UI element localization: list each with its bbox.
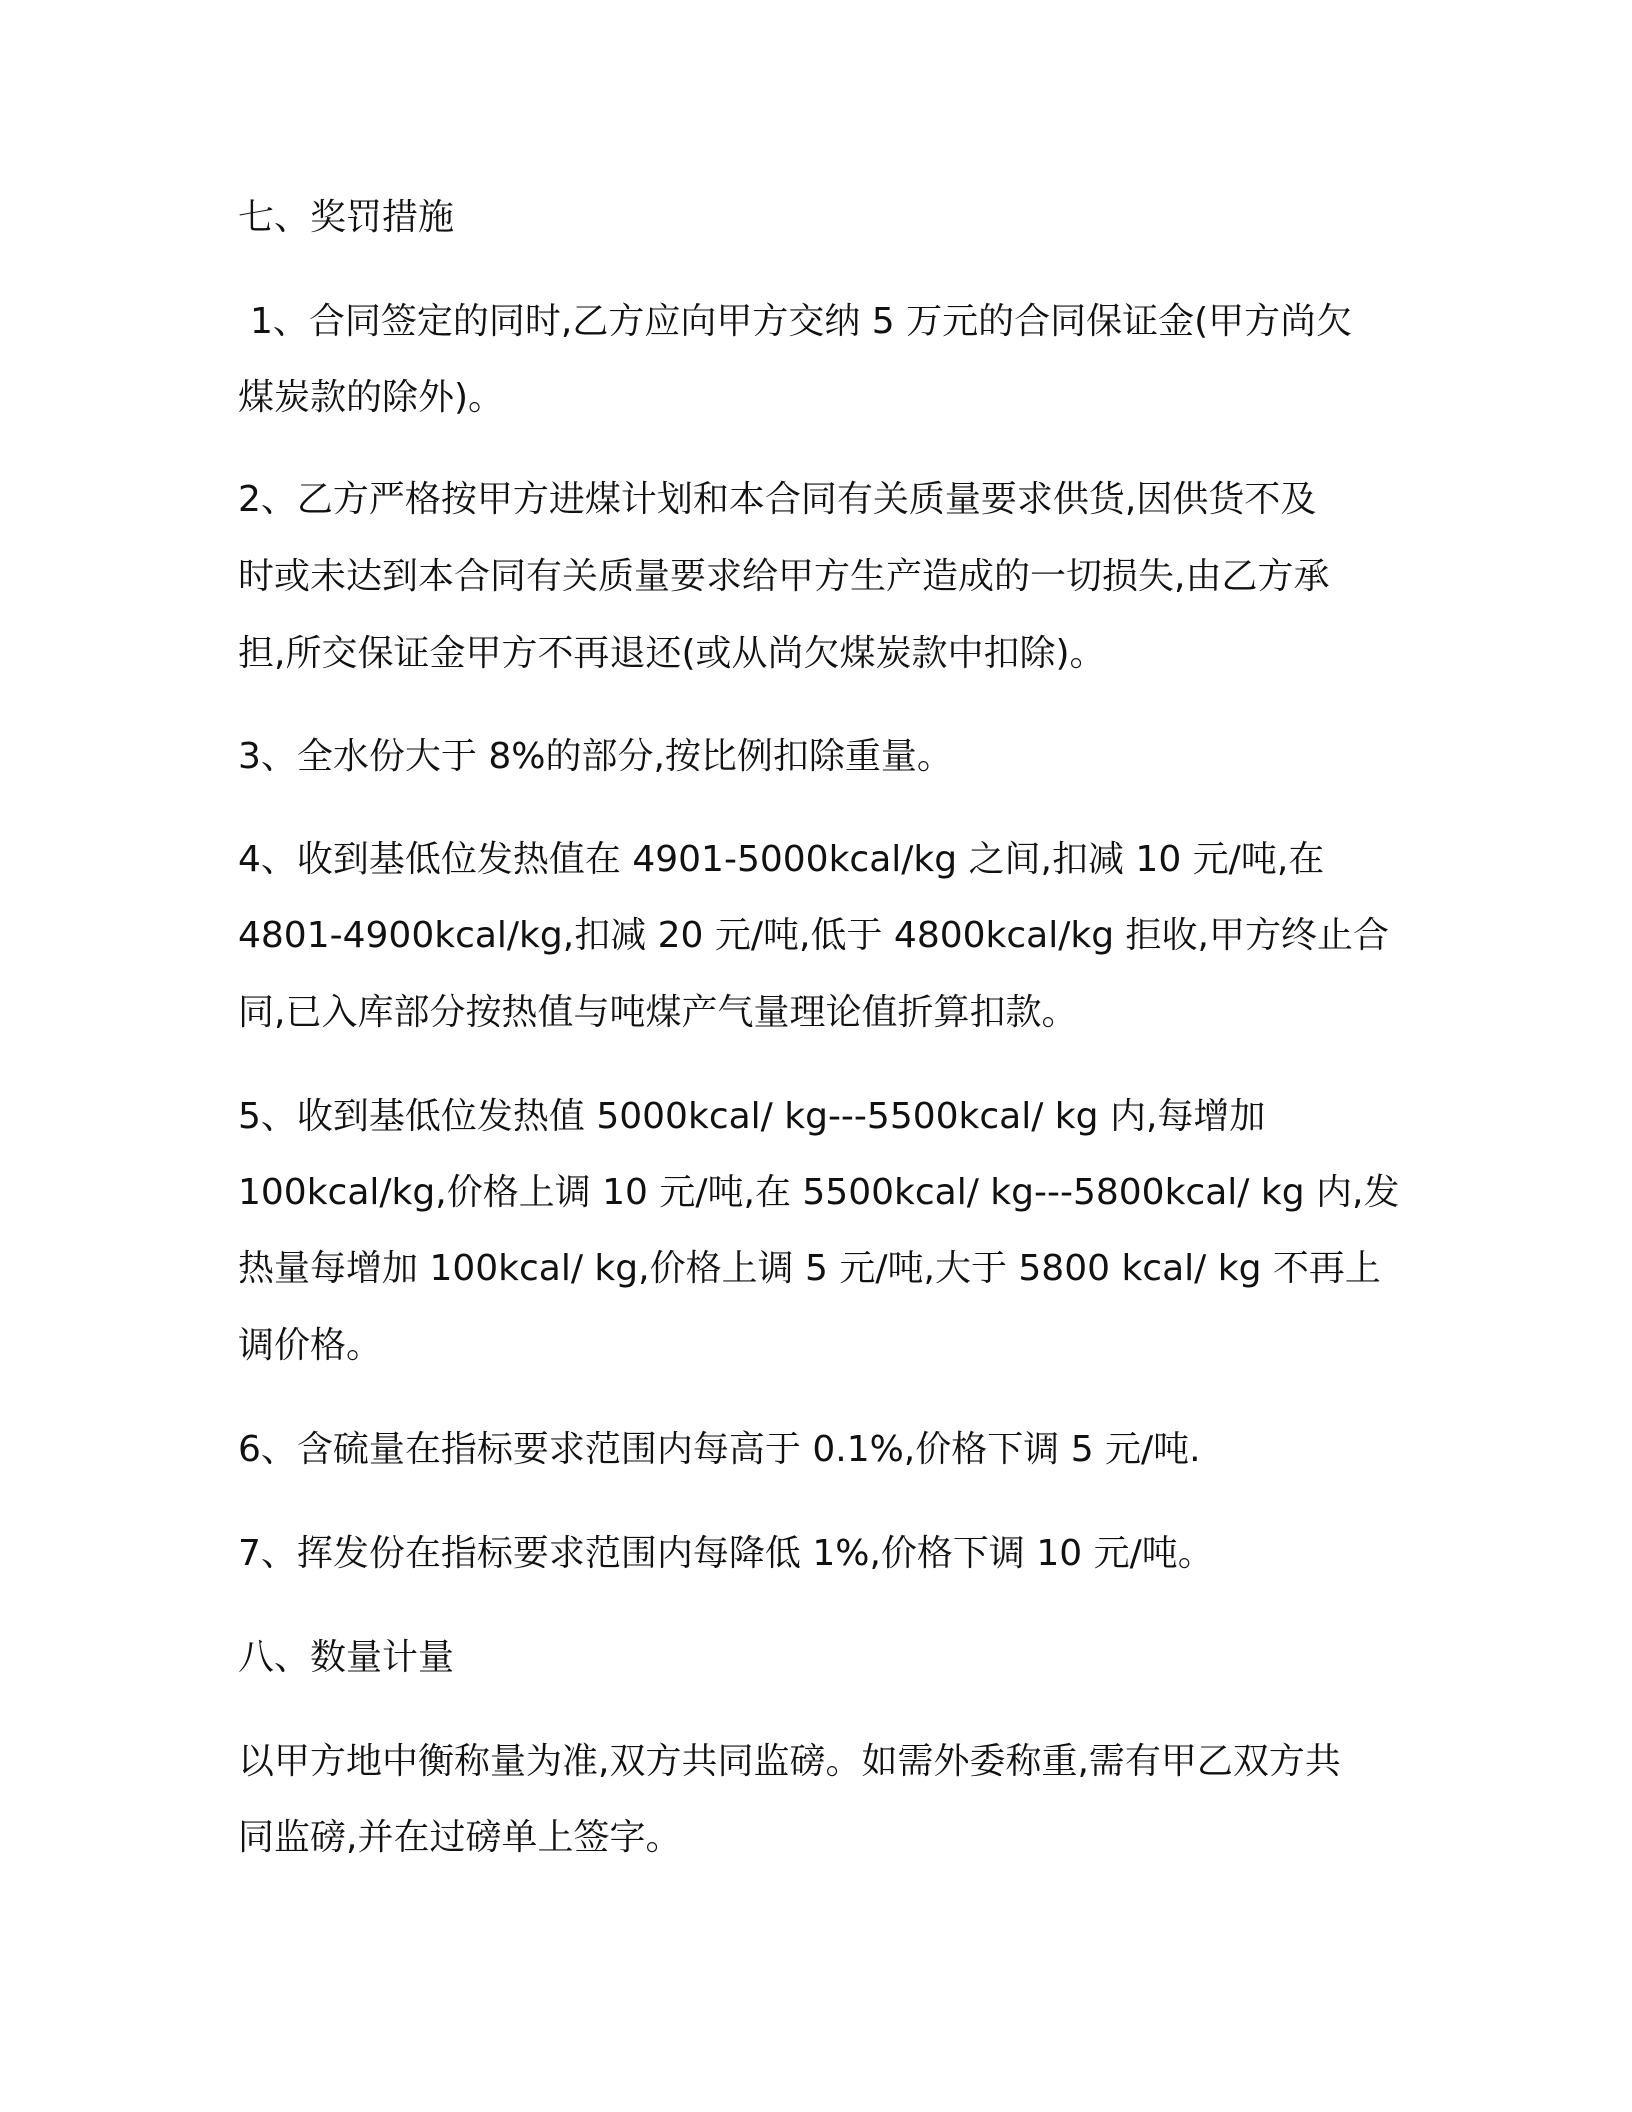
item-3-line-1: 3、全水份大于 8%的部分,按比例扣除重量。 (238, 736, 953, 777)
section-8-heading: 八、数量计量 (238, 1637, 455, 1678)
item-2-line-1: 2、乙方严格按甲方进煤计划和本合同有关质量要求供货,因供货不及 (238, 479, 1317, 520)
item-1-line-2: 煤炭款的除外)。 (238, 377, 505, 418)
item-2-line-3: 担,所交保证金甲方不再退还(或从尚欠煤炭款中扣除)。 (238, 633, 1106, 674)
item-1-line-1: 1、合同签定的同时,乙方应向甲方交纳 5 万元的合同保证金(甲方尚欠 (250, 301, 1353, 342)
item-5-line-4: 调价格。 (238, 1325, 383, 1366)
item-6-line-1: 6、含硫量在指标要求范围内每高于 0.1%,价格下调 5 元/吨. (238, 1429, 1201, 1470)
section-8-line-1: 以甲方地中衡称量为准,双方共同监磅。如需外委称重,需有甲乙双方共 (238, 1741, 1341, 1782)
item-5-line-1: 5、收到基低位发热值 5000kcal/ kg---5500kcal/ kg 内,每增加 (238, 1096, 1266, 1137)
item-7-line-1: 7、挥发份在指标要求范围内每降低 1%,价格下调 10 元/吨。 (238, 1533, 1214, 1574)
item-4-line-1: 4、收到基低位发热值在 4901-5000kcal/kg 之间,扣减 10 元/吨,在 (238, 839, 1325, 880)
item-4-line-3: 同,已入库部分按热值与吨煤产气量理论值折算扣款。 (238, 992, 1078, 1033)
item-5-line-3: 热量每增加 100kcal/ kg,价格上调 5 元/吨,大于 5800 kcal/ kg 不再上 (238, 1248, 1381, 1289)
item-4-line-2: 4801-4900kcal/kg,扣减 20 元/吨,低于 4800kcal/kg 拒收,甲方终止合 (238, 915, 1389, 956)
section-8-line-2: 同监磅,并在过磅单上签字。 (238, 1817, 682, 1858)
item-5-line-2: 100kcal/kg,价格上调 10 元/吨,在 5500kcal/ kg---5800kcal/ kg 内,发 (238, 1172, 1400, 1213)
section-7-heading: 七、奖罚措施 (238, 197, 455, 238)
item-2-line-2: 时或未达到本合同有关质量要求给甲方生产造成的一切损失,由乙方承 (238, 556, 1330, 597)
